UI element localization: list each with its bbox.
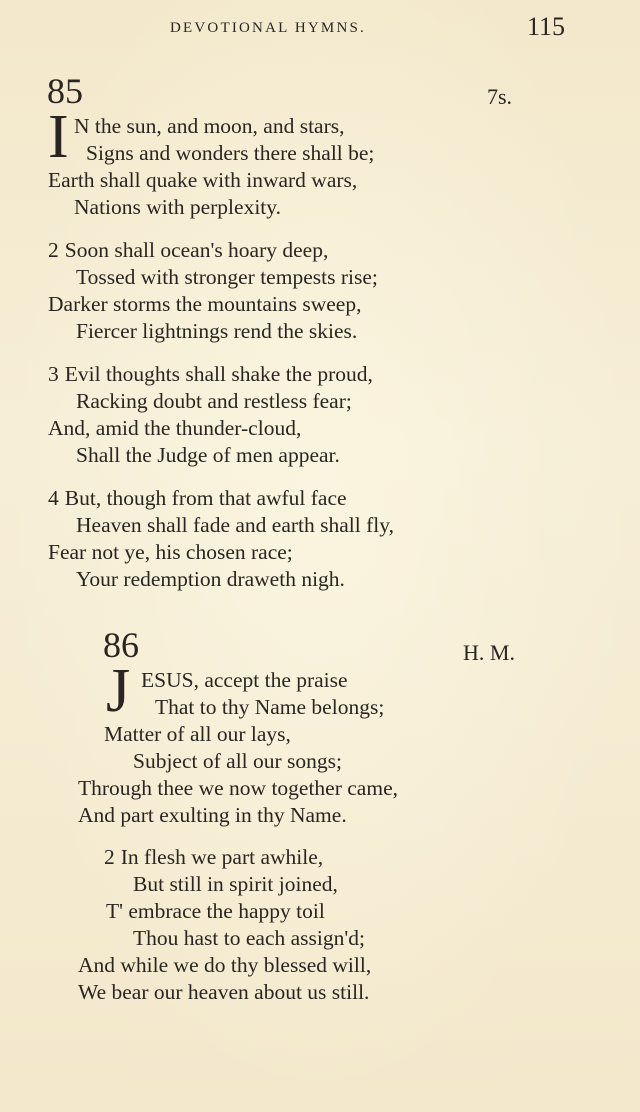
hymn-85-s3-line-4: Shall the Judge of men appear. <box>76 443 340 467</box>
hymn-86-s2-line-3: T' embrace the happy toil <box>106 899 325 923</box>
hymn-86-s2-line-2: But still in spirit joined, <box>133 872 338 896</box>
hymn-85-s1-line-2: Signs and wonders there shall be; <box>86 141 375 165</box>
hymn-85-s2-line-4: Fiercer lightnings rend the skies. <box>76 319 358 343</box>
hymn-85-s1-line-3: Earth shall quake with inward wars, <box>48 168 358 192</box>
hymn-86-number: 86 <box>103 625 139 665</box>
hymn-86-s1-line-4: Subject of all our songs; <box>133 749 343 773</box>
hymn-85-drop-cap: I <box>48 103 69 171</box>
hymn-85-s4-line-3: Fear not ye, his chosen race; <box>48 540 293 564</box>
hymn-85-s2-line-3: Darker storms the mountains sweep, <box>48 292 362 316</box>
hymn-85-verse-4-number: 4 <box>48 486 59 510</box>
hymn-86-s1-line-1: ESUS, accept the praise <box>141 668 348 692</box>
hymn-86-verse-2-number: 2 <box>104 845 115 869</box>
hymn-85-s4-line-2: Heaven shall fade and earth shall fly, <box>76 513 394 537</box>
hymn-85-s2-line-1: 2 Soon shall ocean's hoary deep, <box>48 238 329 262</box>
running-header: DEVOTIONAL HYMNS. <box>170 20 366 36</box>
hymn-85-number: 85 <box>47 71 83 111</box>
hymn-86-s2-line-1: 2 In flesh we part awhile, <box>104 845 324 869</box>
hymn-86-s1-line-6: And part exulting in thy Name. <box>78 803 347 827</box>
hymn-85-s4-line-4: Your redemption draweth nigh. <box>76 567 345 591</box>
hymn-85-s4-line-1: 4 But, though from that awful face <box>48 486 347 510</box>
hymn-86-s1-line-5: Through thee we now together came, <box>78 776 398 800</box>
hymn-85-s1-line-4: Nations with perplexity. <box>74 195 282 219</box>
page-number: 115 <box>527 12 566 41</box>
hymn-85-s2-line-2: Tossed with stronger tempests rise; <box>76 265 378 289</box>
hymn-86-meter: H. M. <box>463 640 515 665</box>
hymn-85-verse-2-number: 2 <box>48 238 59 262</box>
hymn-85-s1-line-1: N the sun, and moon, and stars, <box>74 114 345 138</box>
hymn-86-s2-line-6: We bear our heaven about us still. <box>78 980 370 1004</box>
hymn-86-drop-cap: J <box>106 657 131 725</box>
hymn-85-s3-line-2: Racking doubt and restless fear; <box>76 389 352 413</box>
hymn-86-s2-line-4: Thou hast to each assign'd; <box>133 926 365 950</box>
hymn-86-s1-line-3: Matter of all our lays, <box>104 722 291 746</box>
hymn-86-s1-line-2: That to thy Name belongs; <box>155 695 385 719</box>
hymn-85-meter: 7s. <box>487 84 513 109</box>
hymn-86-s2-line-5: And while we do thy blessed will, <box>78 953 372 977</box>
hymn-85-s3-line-1: 3 Evil thoughts shall shake the proud, <box>48 362 373 386</box>
hymn-85-s3-line-3: And, amid the thunder-cloud, <box>48 416 302 440</box>
hymn-85-verse-3-number: 3 <box>48 362 59 386</box>
